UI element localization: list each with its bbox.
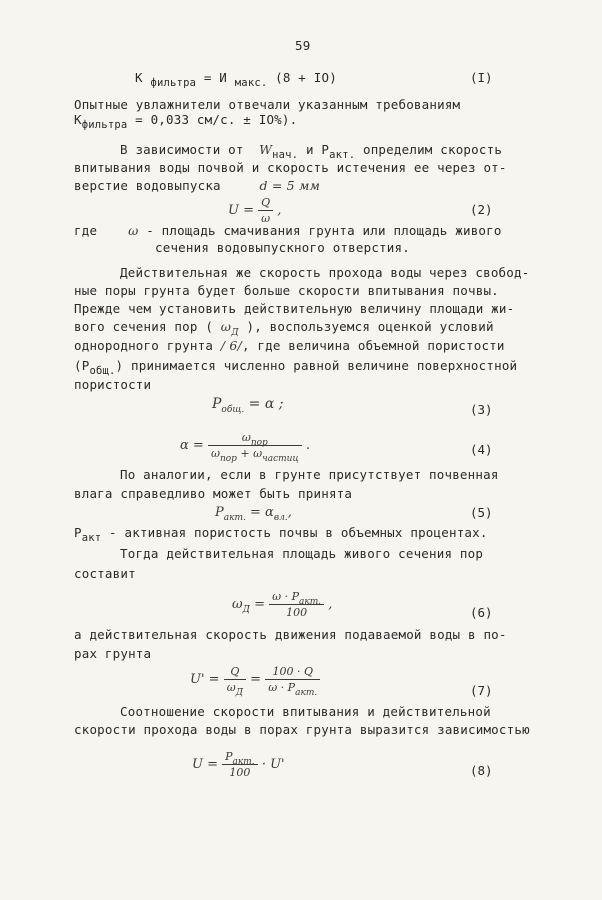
equation-7-number: (7) xyxy=(470,683,493,698)
text-line: а действительная скорость движения подаваемой воды в по- xyxy=(74,627,507,642)
text-line: $(Р_{общ.})$ принимается численно равной величине поверхностной xyxy=(74,358,518,377)
equation-2-number: (2) xyxy=(470,202,493,217)
equation-5-number: (5) xyxy=(470,505,493,520)
text-line: где ω - площадь смачивания грунта или площадь живого xyxy=(74,223,502,238)
page-number: 59 xyxy=(295,38,311,53)
text-line: Соотношение скорости впитывания и действительной xyxy=(120,704,491,719)
text-line: По аналогии, если в грунте присутствует почвенная xyxy=(120,467,499,482)
text-line: впитывания воды почвой и скорость истечения ее через от- xyxy=(74,160,507,175)
equation-6-number: (6) xyxy=(470,605,493,620)
text-line: Прежде чем установить действительную величину площади жи- xyxy=(74,301,515,316)
equation-1: К $_{фильтра}$ = И $_{макс.}$ (8 + IO) xyxy=(135,70,337,89)
equation-7: U' = $\frac{Q}{\omega_Д}$ = $\frac{100 \cdot Q}{\omega \cdot P_{акт.}}$ xyxy=(190,665,320,694)
text-line: сечения водовыпускного отверстия. xyxy=(155,240,410,255)
text-line: рах грунта xyxy=(74,646,152,661)
equation-3: $P_{общ.} = \alpha$ ; xyxy=(212,396,284,415)
text-line: скорости прохода воды в порах грунта выразится зависимостью xyxy=(74,722,530,737)
text-line: В зависимости от $W_{нач.}$ и $Р_{акт.}$ определим скорость xyxy=(120,142,503,161)
equation-8: U = $\frac{P_{акт.}}{100}$ · U' xyxy=(192,750,285,779)
text-line: Действительная же скорость прохода воды через свобод- xyxy=(120,265,530,280)
text-line: ные поры грунта будет больше скорости впитывания почвы. xyxy=(74,283,499,298)
text-line: Тогда действительная площадь живого сечения пор xyxy=(120,546,484,561)
text-line: $Р_{акт}$ - активная пористость почвы в объемных процентах. xyxy=(74,525,488,544)
filter-coefficient-line: $К_{фильтра} = 0,033$ см/с. ± IO%). xyxy=(74,112,298,131)
equation-5: $P_{акт.} = \alpha_{вл.}$, xyxy=(215,505,292,523)
text-line: однородного грунта / 6/, где величина объемной пористости xyxy=(74,338,505,353)
equation-6: $\omega_Д$ = $\frac{\omega \cdot P_{акт.}}{100}$ , xyxy=(232,590,333,619)
equation-4-number: (4) xyxy=(470,442,493,457)
equation-2: U = $\frac{Q}{\omega}$ , xyxy=(228,196,282,225)
equation-3-number: (3) xyxy=(470,402,493,417)
equation-8-number: (8) xyxy=(470,763,493,778)
text-line: влага справедливо может быть принята xyxy=(74,486,353,501)
equation-4: α = $\frac{\omega_{пор}}{\omega_{пор} + \omega_{частиц}}$ . xyxy=(180,431,311,464)
equation-1-number: (I) xyxy=(470,70,493,85)
text-line: составит xyxy=(74,566,136,581)
text-line: верстие водовыпуска d = 5 мм xyxy=(74,178,321,193)
text-line: пористости xyxy=(74,377,152,392)
text-line: вого сечения пор ( $\omega_Д$ ), воспользуемся оценкой условий xyxy=(74,319,494,338)
text-line: Опытные увлажнители отвечали указанным требованиям xyxy=(74,97,461,112)
